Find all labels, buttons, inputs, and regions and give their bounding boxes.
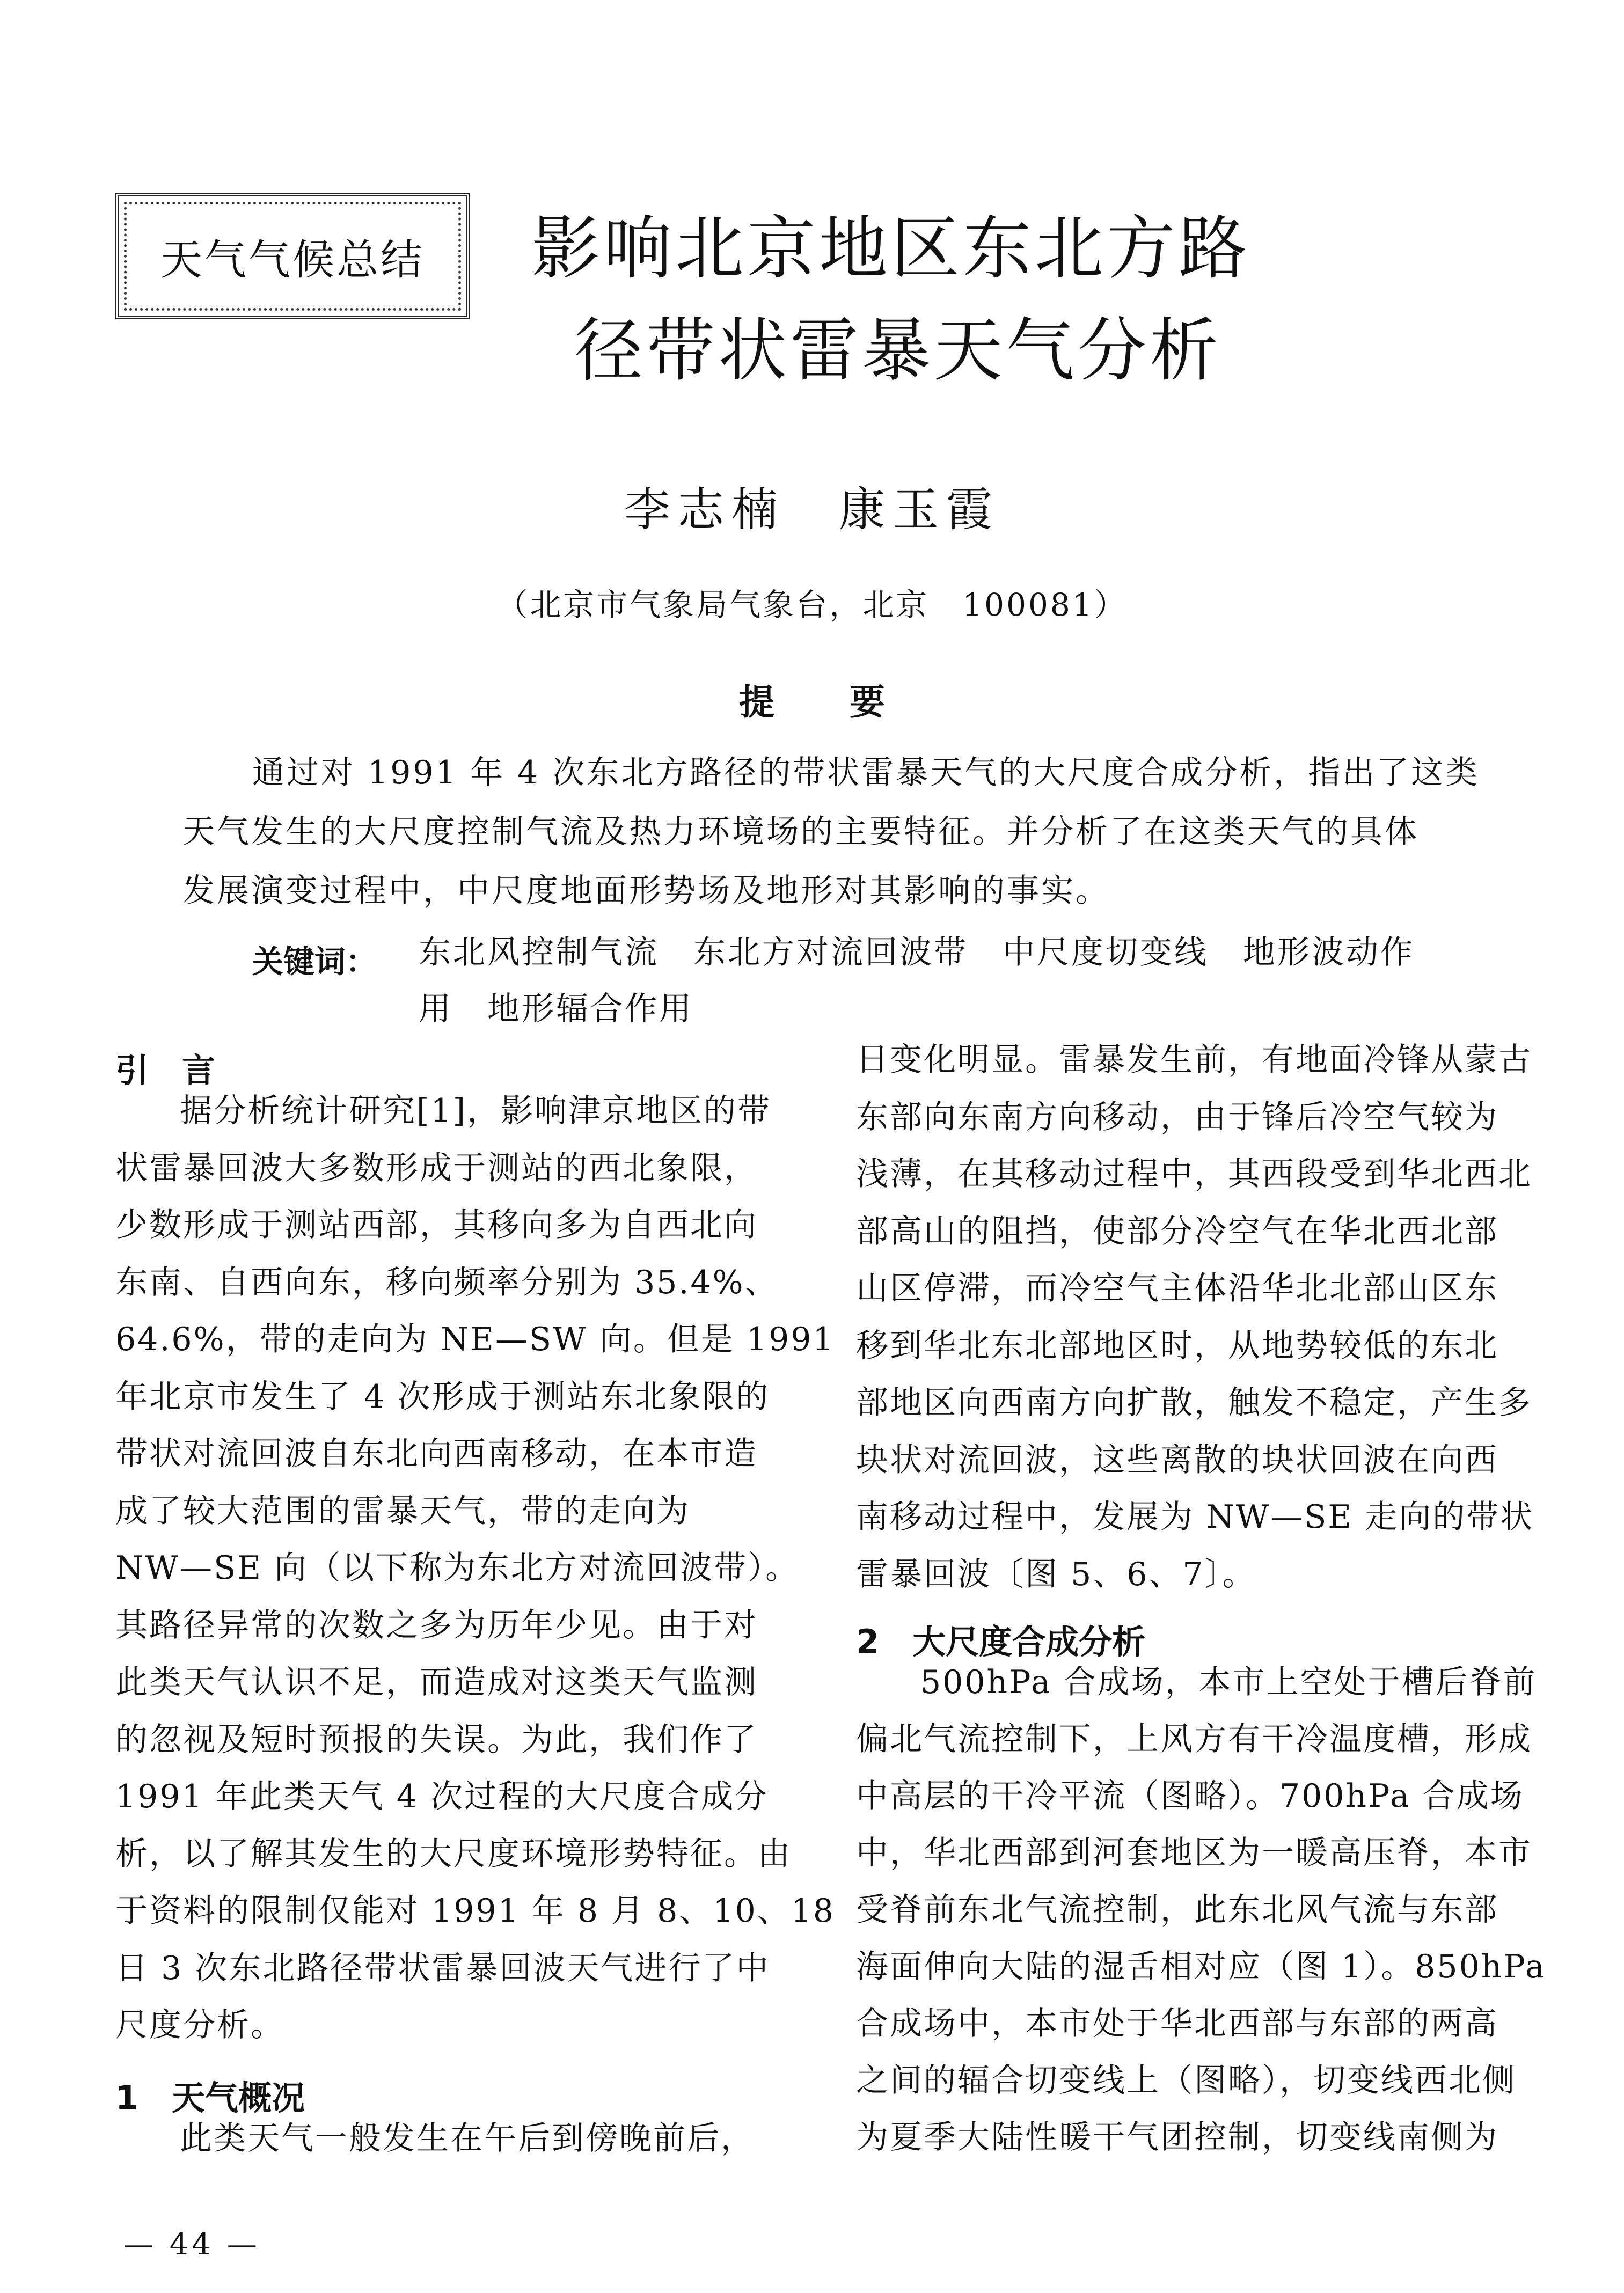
text-line: 此类天气一般发生在午后到傍晚前后， xyxy=(180,2120,755,2157)
text-line: 为夏季大陆性暖干气团控制，切变线南侧为 xyxy=(856,2119,1498,2156)
text-line: 此类天气认识不足，而造成对这类天气监测 xyxy=(115,1664,758,1701)
text-line: 浅薄，在其移动过程中，其西段受到华北西北 xyxy=(856,1155,1532,1193)
column-tag: 天气气候总结 xyxy=(160,236,425,284)
text-line: 块状对流回波，这些离散的块状回波在向西 xyxy=(856,1441,1498,1479)
keywords-line: 东北风控制气流 东北方对流回波带 中尺度切变线 地形波动作 xyxy=(419,934,1415,971)
text-line: 据分析统计研究[1]，影响津京地区的带 xyxy=(180,1092,771,1130)
section-heading-intro: 引 言 xyxy=(115,1051,216,1090)
text-line: 移到华北东北部地区时，从地势较低的东北 xyxy=(856,1327,1498,1365)
text-line: 64.6%，带的走向为 NE—SW 向。但是 1991 xyxy=(115,1321,835,1358)
text-line: 日变化明显。雷暴发生前，有地面冷锋从蒙古 xyxy=(856,1041,1532,1079)
text-line: 带状对流回波自东北向西南移动，在本市造 xyxy=(115,1435,758,1472)
abstract-line: 发展演变过程中，中尺度地面形势场及地形对其影响的事实。 xyxy=(182,872,1110,910)
text-line: 偏北气流控制下，上风方有干冷温度槽，形成 xyxy=(856,1720,1532,1758)
keywords-line: 用 地形辐合作用 xyxy=(419,990,693,1028)
text-line: 尺度分析。 xyxy=(115,2006,284,2044)
keywords-label: 关键词： xyxy=(252,943,377,980)
text-line: 少数形成于测站西部，其移向多为自西北向 xyxy=(115,1206,758,1244)
text-line: 其路径异常的次数之多为历年少见。由于对 xyxy=(115,1606,758,1644)
abstract-line: 天气发生的大尺度控制气流及热力环境场的主要特征。并分析了在这类天气的具体 xyxy=(182,813,1419,851)
text-line: 成了较大范围的雷暴天气，带的走向为 xyxy=(115,1492,690,1530)
text-line: 中，华北西部到河套地区为一暖高压脊，本市 xyxy=(856,1834,1532,1872)
text-line: 中高层的干冷平流（图略）。700hPa 合成场 xyxy=(856,1777,1524,1815)
text-line: 合成场中，本市处于华北西部与东部的两高 xyxy=(856,2005,1498,2042)
text-line: 日 3 次东北路径带状雷暴回波天气进行了中 xyxy=(115,1949,770,1987)
page-number: — 44 — xyxy=(123,2227,260,2262)
text-line: 年北京市发生了 4 次形成于测站东北象限的 xyxy=(115,1378,770,1416)
abstract-heading: 提要 xyxy=(739,682,960,723)
text-line: 1991 年此类天气 4 次过程的大尺度合成分 xyxy=(115,1778,769,1815)
section-heading-2: 2 大尺度合成分析 xyxy=(856,1622,1146,1661)
affiliation: （北京市气象局气象台，北京 100081） xyxy=(496,587,1128,623)
text-line: 雷暴回波〔图 5、6、7〕。 xyxy=(856,1555,1256,1593)
section-heading-1: 1 天气概况 xyxy=(115,2078,305,2118)
text-line: 南移动过程中，发展为 NW—SE 走向的带状 xyxy=(856,1498,1534,1536)
text-line: 东南、自西向东，移向频率分别为 35.4%、 xyxy=(115,1263,779,1301)
authors: 李志楠 康玉霞 xyxy=(624,483,1000,537)
text-line: 部高山的阻挡，使部分冷空气在华北西北部 xyxy=(856,1212,1498,1250)
text-line: 受脊前东北气流控制，此东北风气流与东部 xyxy=(856,1891,1498,1929)
text-line: 析，以了解其发生的大尺度环境形势特征。由 xyxy=(115,1835,792,1873)
text-line: NW—SE 向（以下称为东北方对流回波带）。 xyxy=(115,1549,800,1587)
text-line: 东部向东南方向移动，由于锋后冷空气较为 xyxy=(856,1098,1498,1136)
text-line: 海面伸向大陆的湿舌相对应（图 1）。850hPa xyxy=(856,1948,1546,1986)
text-line: 500hPa 合成场，本市上空处于槽后脊前 xyxy=(920,1664,1537,1701)
title-line-2: 径带状雷暴天气分析 xyxy=(574,311,1222,391)
column-tag-box xyxy=(115,193,470,319)
text-line: 之间的辐合切变线上（图略），切变线西北侧 xyxy=(856,2062,1516,2099)
abstract-line: 通过对 1991 年 4 次东北方路径的带状雷暴天气的大尺度合成分析，指出了这类 xyxy=(252,754,1480,792)
text-line: 状雷暴回波大多数形成于测站的西北象限， xyxy=(115,1149,758,1187)
text-line: 山区停滞，而冷空气主体沿华北北部山区东 xyxy=(856,1270,1498,1307)
title-line-1: 影响北京地区东北方路 xyxy=(531,209,1251,289)
text-line: 于资料的限制仅能对 1991 年 8 月 8、10、18 xyxy=(115,1892,836,1930)
text-line: 部地区向西南方向扩散，触发不稳定，产生多 xyxy=(856,1384,1532,1422)
text-line: 的忽视及短时预报的失误。为此，我们作了 xyxy=(115,1720,758,1759)
